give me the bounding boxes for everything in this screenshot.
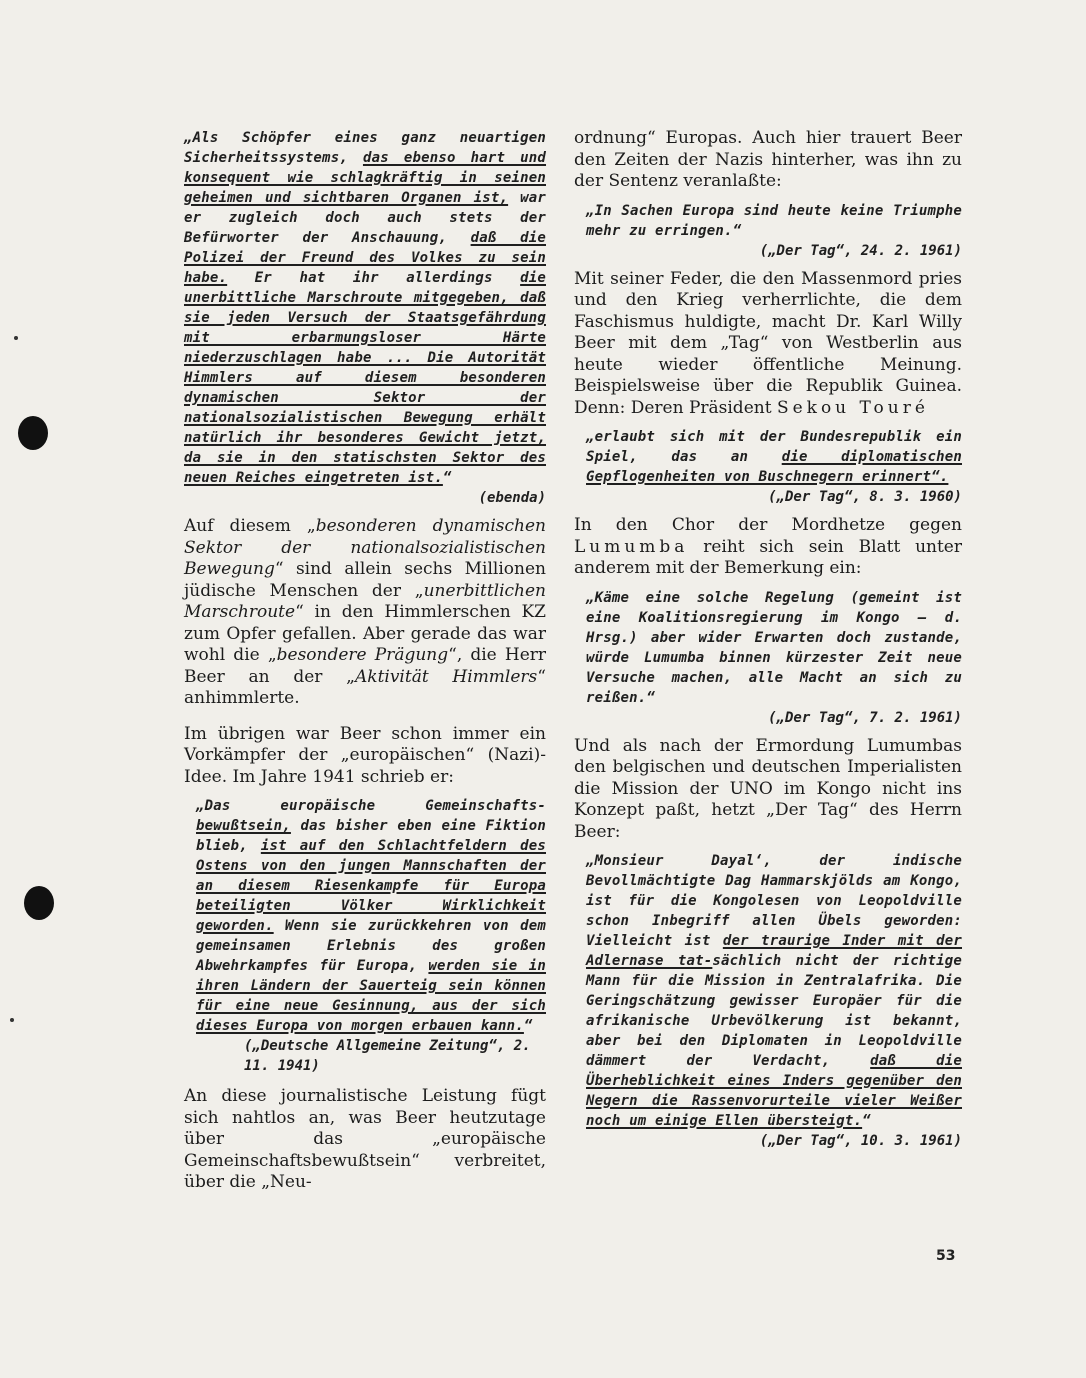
punch-hole-top (18, 416, 48, 450)
source-ebenda: (ebenda) (478, 490, 546, 506)
quote-buschnegern: „erlaubt sich mit der Bundesrepublik ein Spiel, das an die diplomatischen Gepflogenheiten von Buschnegern erinnert“. (586, 429, 962, 485)
speck (14, 336, 18, 340)
punch-hole-bottom (24, 886, 54, 920)
paragraph-european-idea: Im übrigen war Beer schon immer ein Vorkämpfer der „europäischen“ (Nazi)-Idee. Im Jahre 1941 schrieb er: (184, 723, 546, 787)
paragraph-uno-mission: Und als nach der Ermordung Lumumbas den belgischen und deutschen Imperialisten die Mission der UNO im Kongo nicht ins Konzept paßt, hetzt „Der Tag“ des Herrn Beer: (574, 735, 962, 842)
quote-dayal: „Monsieur Dayal‘, der indische Bevollmächtigte Dag Hammarskjölds am Kongo, ist für die Kongolesen von Leopoldville schon Inbegriff allen Übels geworden: Vielleicht ist der traurige Inder mit der Adlernase tat-sächlich nicht der richtige Mann für die Mission in Zentralafrika. Die Geringschätzung gewisser Europäer für die afrikanische Urbevölkerung ist bekannt, aber bei den Diplomaten in Leopoldville dämmert der Verdacht, daß die Überheblichkeit eines Inders gegenüber den Negern die Rassenvorurteile vieler Weißer noch um einige Ellen übersteigt.“ (586, 853, 962, 1129)
quote-himmler: „Als Schöpfer eines ganz neuartigen Sicherheitssystems, das ebenso hart und konsequent wie schlagkräftig in seinen geheimen und sichtbaren Organen ist, war er zugleich doch auch stets der Befürworter der Anschauung, daß die Polizei der Freund des Volkes zu sein habe. Er hat ihr allerdings die unerbittliche Marschroute mitgegeben, daß sie jeden Versuch der Staatsgefährdung mit erbarmungsloser Härte niederzuschlagen habe ... Die Autorität Himmlers auf diesem besonderen dynamischen Sektor der nationalsozialistischen Bewegung erhält natürlich ihr besonderes Gewicht jetzt, da sie in den statischsten Sektor des neuen Reiches eingetreten ist.“ (184, 130, 547, 486)
source-tag-1961-02-07: („Der Tag“, 7. 2. 1961) (768, 709, 962, 726)
source-daz: („Deutsche Allgemeine Zeitung“, 2. 11. 1941) (244, 1038, 531, 1074)
source-tag-1960-03-08: („Der Tag“, 8. 3. 1960) (768, 489, 962, 505)
source-tag-1961-03-10: („Der Tag“, 10. 3. 1961) (759, 1133, 962, 1149)
right-column (574, 128, 962, 1159)
quote-europa-triumphe: „In Sachen Europa sind heute keine Triumphe mehr zu erringen.“ (586, 202, 962, 239)
source-tag-1961-02-24: („Der Tag“, 24. 2. 1961) (759, 242, 962, 259)
paragraph-guinea: Mit seiner Feder, die den Massenmord pries und den Krieg verherrlichte, die dem Faschismus huldigte, macht Dr. Karl Willy Beer mit dem „Tag“ von Westberlin aus heute wieder öffentliche Meinung. Beispielsweise über die Republik Guinea. Denn: Deren Präsident Sekou Touré (574, 268, 962, 418)
paragraph-journalistic-work: An diese journalistische Leistung fügt sich nahtlos an, was Beer heutzutage über das „europäische Gemeinschaftsbewußtsein“ verbreitet, über die „Neu- (184, 1086, 546, 1192)
paragraph-dynamic-sector: Auf diesem „besonderen dynamischen Sektor der nationalsozialistischen Bewegung“ sind allein sechs Millionen jüdische Menschen der „unerbittlichen Marschroute“ in den Himmlerschen KZ zum Opfer gefallen. Aber gerade das war wohl die „besondere Prägung“, die Herr Beer an der „Aktivität Himmlers“ anhimmlerte. (184, 516, 547, 708)
page-number: 53 (936, 1248, 956, 1264)
paragraph-neuordnung: ordnung“ Europas. Auch hier trauert Beer den Zeiten der Nazis hinterher, was ihn zu der Sentenz veranlaßte: (574, 128, 962, 191)
paragraph-mordhetze: In den Chor der Mordhetze gegen Lumumba reiht sich sein Blatt unter anderem mit der Bemerkung ein: (574, 515, 962, 578)
quote-gemeinschaftsbewusstsein: „Das europäische Gemeinschafts- bewußtsein, das bisher eben eine Fiktion blieb, ist auf den Schlachtfeldern des Ostens von den jungen Mannschaften der an diesem Riesenkampfe für Europa beteiligten Völker Wirklichkeit geworden. Wenn sie zurückkehren von dem gemeinsamen Erlebnis des großen Abwehrkampfes für Europa, werden sie in ihren Ländern der Sauerteig sein können für eine neue Gesinnung, aus der sich dieses Europa von morgen erbauen kann.“ (196, 798, 546, 1034)
left-column (184, 128, 546, 1202)
quote-lumumba: „Käme eine solche Regelung (gemeint ist eine Koalitionsregierung im Kongo — d. Hrsg.) aber wider Erwarten doch zustande, würde Lumumba binnen kürzester Zeit neue Versuche machen, alle Macht an sich zu reißen.“ (586, 589, 962, 706)
speck (10, 1018, 14, 1022)
